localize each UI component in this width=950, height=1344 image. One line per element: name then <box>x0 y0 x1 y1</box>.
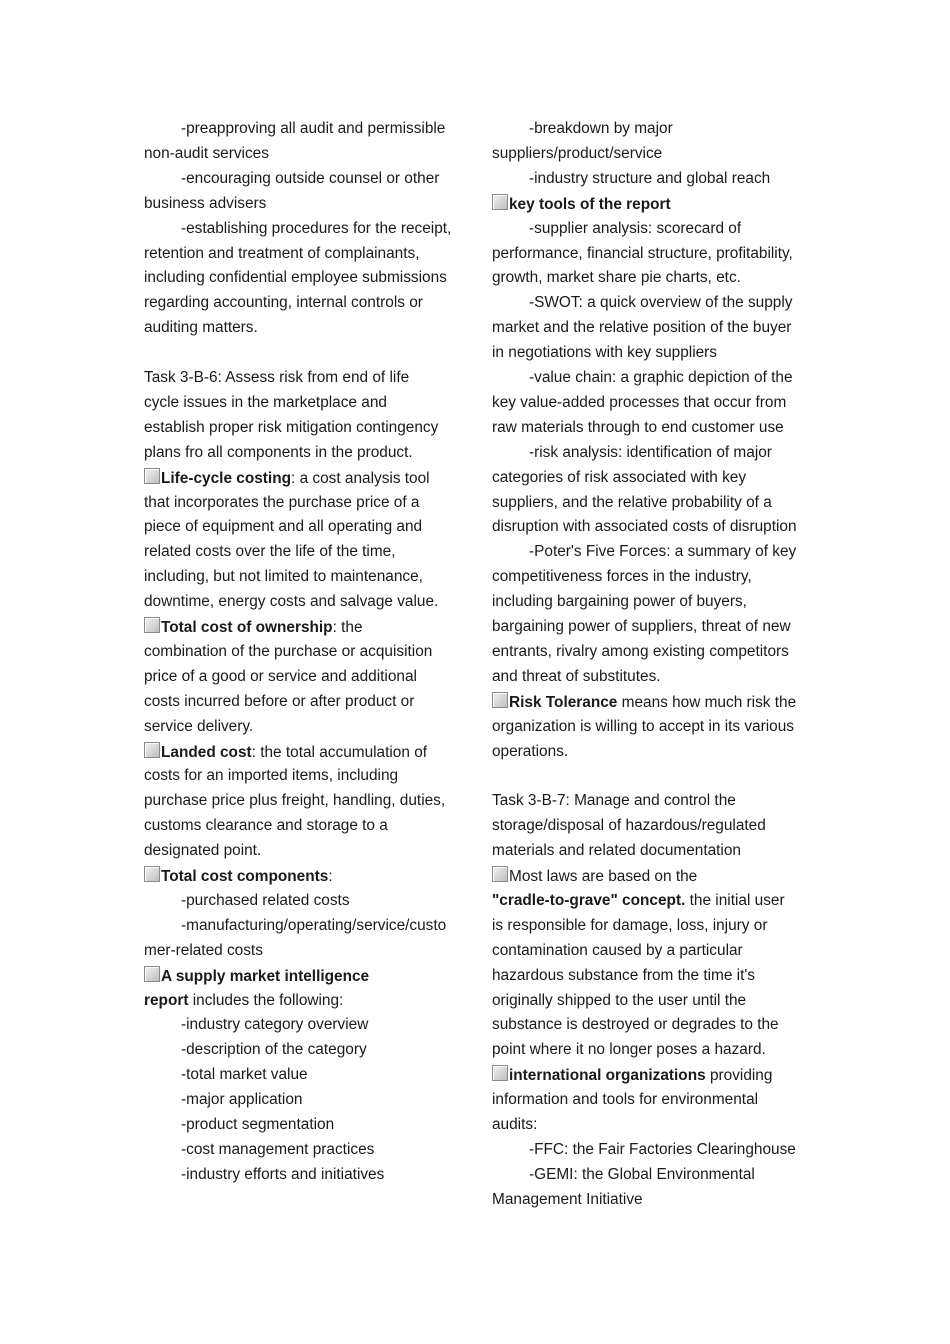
text-segment: audits: <box>492 1116 538 1133</box>
text-segment: -Poter's Five Forces: a summary of key <box>529 543 797 561</box>
text-segment: -breakdown by major <box>529 120 673 137</box>
text-segment: establish proper risk mitigation contingency <box>144 418 439 436</box>
text-segment: bargaining power of suppliers, threat of new <box>492 618 791 635</box>
text-line <box>492 517 797 537</box>
text-line <box>492 1040 766 1060</box>
text-segment: -preapproving all audit and permissible <box>181 120 446 137</box>
text-segment: Task 3-B-6: Assess risk from end of life <box>144 369 410 386</box>
text-segment: -purchased related costs <box>181 891 350 909</box>
text-line <box>181 1115 334 1135</box>
text-segment: non-audit services <box>144 144 269 162</box>
text-line <box>492 891 785 911</box>
text-line <box>181 1065 308 1085</box>
text-line <box>144 766 398 786</box>
text-segment: includes the following: <box>188 991 344 1009</box>
text-segment: Task 3-B-7: Manage and control the <box>492 792 736 810</box>
bold-term: Landed cost <box>161 743 252 761</box>
text-segment: disruption with associated costs of disruption <box>492 518 797 536</box>
text-line <box>181 1015 368 1035</box>
text-segment: means how much risk the <box>617 693 797 711</box>
text-segment: : <box>328 868 333 885</box>
text-segment: is responsible for damage, loss, injury or <box>492 916 768 934</box>
bold-term: A supply market intelligence <box>161 967 370 985</box>
text-segment: market and the relative position of the buyer <box>492 319 792 337</box>
text-line <box>492 1065 772 1086</box>
text-segment: including bargaining power of buyers, <box>492 593 747 611</box>
text-line <box>492 244 793 264</box>
text-line <box>181 891 350 911</box>
text-line <box>492 567 752 587</box>
text-segment: -manufacturing/operating/service/custo <box>181 916 447 934</box>
checkbox-icon <box>492 866 508 882</box>
text-line <box>144 941 263 961</box>
text-segment: performance, financial structure, profitability, <box>492 244 793 262</box>
text-line <box>492 941 743 961</box>
text-line <box>144 816 388 836</box>
text-line <box>492 144 662 164</box>
text-line <box>144 244 419 264</box>
text-segment: mer-related costs <box>144 941 263 959</box>
text-line <box>492 268 741 288</box>
text-line <box>492 617 791 637</box>
text-line <box>529 443 772 463</box>
text-line <box>144 194 266 214</box>
checkbox-icon <box>492 194 508 210</box>
text-line <box>181 1165 384 1185</box>
text-segment: the initial user <box>685 891 785 909</box>
text-segment: -encouraging outside counsel or other <box>181 169 440 187</box>
text-line <box>144 268 447 288</box>
text-segment: -industry category overview <box>181 1016 369 1034</box>
text-segment: designated point. <box>144 842 262 860</box>
text-line <box>144 991 343 1011</box>
text-line <box>529 1165 755 1185</box>
text-segment: -establishing procedures for the receipt, <box>181 219 452 237</box>
text-line <box>144 791 445 811</box>
text-segment: plans fro all components in the product. <box>144 443 413 461</box>
text-segment: contamination caused by a particular <box>492 941 743 959</box>
text-segment: and threat of substitutes. <box>492 667 661 685</box>
text-line <box>181 916 446 936</box>
text-line <box>529 1140 796 1160</box>
text-line <box>144 393 387 413</box>
text-line <box>181 169 439 189</box>
text-line <box>529 219 741 239</box>
text-segment: operations. <box>492 742 569 760</box>
bold-term: Risk Tolerance <box>509 693 618 711</box>
text-line <box>492 966 755 986</box>
text-segment: point where it no longer poses a hazard. <box>492 1041 766 1059</box>
text-segment: raw materials through to end customer use <box>492 418 784 436</box>
checkbox-icon <box>144 742 160 758</box>
text-line <box>492 742 568 762</box>
text-segment: regarding accounting, internal controls or <box>144 294 423 312</box>
text-line <box>144 318 258 338</box>
text-line <box>492 318 791 338</box>
text-line <box>492 791 736 811</box>
text-line <box>492 493 772 513</box>
text-line <box>492 1190 643 1210</box>
text-line <box>144 443 413 463</box>
checkbox-icon <box>492 692 508 708</box>
text-segment: : a cost analysis tool <box>291 469 430 487</box>
text-line <box>144 841 261 861</box>
text-line <box>144 642 432 662</box>
text-segment: auditing matters. <box>144 319 258 337</box>
text-segment: information and tools for environmental <box>492 1091 759 1109</box>
text-line <box>492 916 767 936</box>
text-segment: hazardous substance from the time it's <box>492 966 755 984</box>
text-segment: price of a good or service and additional <box>144 667 417 685</box>
text-segment: -supplier analysis: scorecard of <box>529 219 742 237</box>
text-line <box>492 418 784 438</box>
text-segment: -value chain: a graphic depiction of the <box>529 369 793 386</box>
text-segment: categories of risk associated with key <box>492 468 747 486</box>
text-segment: that incorporates the purchase price of a <box>144 493 420 511</box>
text-line <box>144 517 422 537</box>
text-line <box>492 1015 779 1035</box>
text-segment: costs for an imported items, including <box>144 767 399 785</box>
text-segment: including, but not limited to maintenance, <box>144 568 423 586</box>
text-segment: -risk analysis: identification of major <box>529 443 772 461</box>
bold-term: Total cost of ownership <box>161 619 333 636</box>
text-segment: related costs over the life of the time, <box>144 543 396 561</box>
text-line <box>144 667 417 687</box>
text-segment: materials and related documentation <box>492 842 741 860</box>
text-line <box>144 717 253 737</box>
text-segment: : the total accumulation of <box>251 743 428 761</box>
text-segment: key value-added processes that occur from <box>492 393 787 411</box>
text-line <box>144 692 414 712</box>
text-line <box>529 293 792 313</box>
text-line <box>144 617 363 638</box>
text-segment: downtime, energy costs and salvage value. <box>144 593 439 611</box>
text-segment: -description of the category <box>181 1041 367 1059</box>
text-line <box>492 717 794 737</box>
checkbox-icon <box>144 617 160 633</box>
text-line <box>144 293 423 313</box>
bold-term: Total cost components <box>161 868 329 885</box>
text-segment: Most laws are based on the <box>509 868 698 885</box>
text-segment: including confidential employee submissions <box>144 269 447 287</box>
text-line <box>492 642 789 662</box>
text-segment: -industry efforts and initiatives <box>181 1165 385 1183</box>
text-segment: combination of the purchase or acquisition <box>144 642 433 660</box>
text-segment: : the <box>332 619 363 636</box>
text-line <box>181 1040 367 1060</box>
text-line <box>529 542 796 562</box>
text-segment: storage/disposal of hazardous/regulated <box>492 817 766 835</box>
text-line <box>529 119 673 139</box>
text-segment: Management Initiative <box>492 1190 643 1208</box>
text-segment: service delivery. <box>144 717 254 735</box>
text-line <box>492 692 796 713</box>
bold-term: "cradle-to-grave" concept. <box>492 891 686 909</box>
bold-term: key tools of the report <box>509 195 671 213</box>
text-segment: growth, market share pie charts, etc. <box>492 269 741 287</box>
text-segment: entrants, rivalry among existing competitors <box>492 642 789 660</box>
text-line <box>492 816 766 836</box>
bold-term: report <box>144 991 189 1009</box>
text-segment: -GEMI: the Global Environmental <box>529 1165 755 1183</box>
text-line <box>181 1090 302 1110</box>
text-segment: substance is destroyed or degrades to the <box>492 1016 779 1034</box>
checkbox-icon <box>144 468 160 484</box>
text-segment: -product segmentation <box>181 1116 335 1133</box>
text-line <box>144 567 423 587</box>
text-segment: in negotiations with key suppliers <box>492 344 717 362</box>
text-line <box>492 1115 537 1135</box>
text-line <box>144 966 369 987</box>
text-line <box>492 592 747 612</box>
checkbox-icon <box>144 966 160 982</box>
text-segment: -FFC: the Fair Factories Clearinghouse <box>529 1140 796 1158</box>
text-line <box>492 667 661 687</box>
text-segment: -SWOT: a quick overview of the supply <box>529 294 793 312</box>
text-line <box>181 219 451 239</box>
text-line <box>144 144 269 164</box>
text-segment: costs incurred before or after product or <box>144 692 415 710</box>
text-line <box>181 1140 374 1160</box>
checkbox-icon <box>144 866 160 882</box>
checkbox-icon <box>492 1065 508 1081</box>
text-segment: suppliers, and the relative probability of a <box>492 493 772 511</box>
text-line <box>144 592 438 612</box>
text-segment: originally shipped to the user until the <box>492 991 747 1009</box>
text-line <box>492 194 671 215</box>
text-segment: -total market value <box>181 1066 308 1084</box>
text-line <box>144 418 438 438</box>
text-line <box>529 368 793 388</box>
text-line <box>144 866 333 887</box>
text-segment: business advisers <box>144 194 267 212</box>
text-line <box>144 368 409 388</box>
text-line <box>529 169 770 189</box>
text-segment: -major application <box>181 1091 303 1109</box>
bold-term: international organizations <box>509 1067 706 1085</box>
text-line <box>492 393 786 413</box>
text-segment: customs clearance and storage to a <box>144 817 388 835</box>
text-segment: suppliers/product/service <box>492 144 663 162</box>
bold-term: Life-cycle costing <box>161 469 292 487</box>
text-segment: -industry structure and global reach <box>529 169 771 187</box>
text-line <box>492 841 741 861</box>
text-segment: cycle issues in the marketplace and <box>144 393 387 411</box>
text-segment: providing <box>705 1067 773 1085</box>
text-line <box>144 468 430 489</box>
text-segment: competitiveness forces in the industry, <box>492 568 752 586</box>
text-line <box>492 343 717 363</box>
text-segment: -cost management practices <box>181 1140 375 1158</box>
text-segment: piece of equipment and all operating and <box>144 518 423 536</box>
text-segment: retention and treatment of complainants, <box>144 244 420 262</box>
text-line <box>492 1090 758 1110</box>
text-segment: purchase price plus freight, handling, duties, <box>144 792 446 810</box>
text-line <box>144 493 419 513</box>
text-line <box>144 742 427 763</box>
text-line <box>492 991 746 1011</box>
text-line <box>181 119 445 139</box>
text-segment: organization is willing to accept in its various <box>492 717 794 735</box>
text-line <box>492 866 697 887</box>
text-line <box>492 468 746 488</box>
text-line <box>144 542 396 562</box>
